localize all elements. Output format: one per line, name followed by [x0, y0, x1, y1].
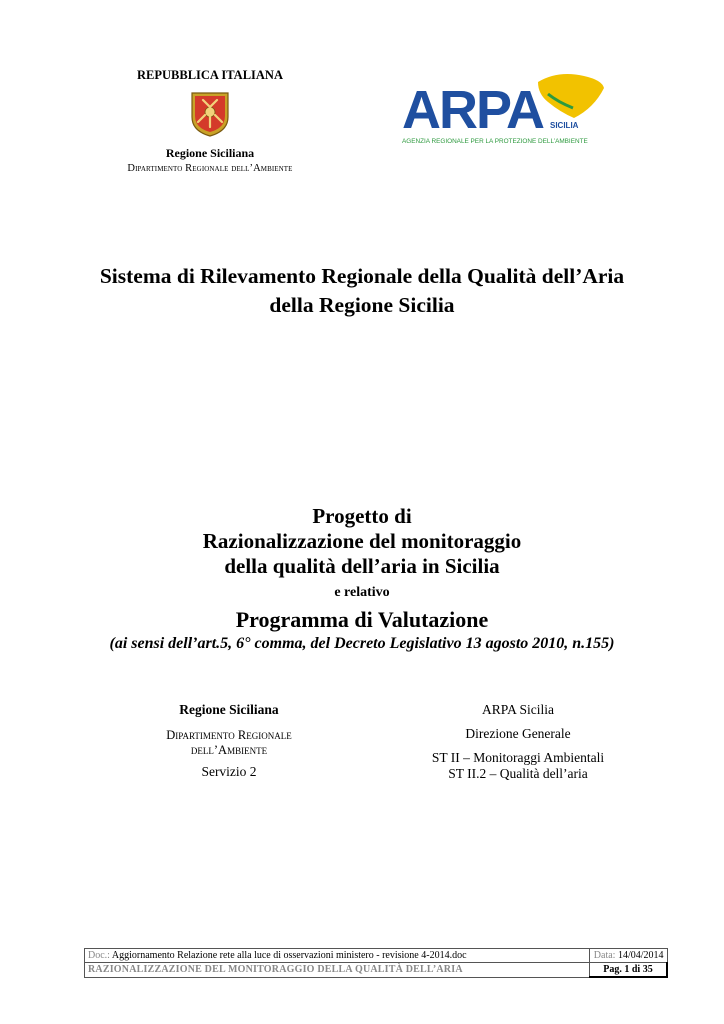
relativo-label: e relativo	[334, 585, 390, 600]
right-st-2: ST II.2 – Qualità dell’aria	[448, 766, 588, 781]
header-left	[90, 68, 330, 174]
right-authority-column	[398, 702, 638, 782]
republic-label: REPUBBLICA ITALIANA	[137, 68, 283, 82]
sicily-coat-of-arms-icon	[189, 91, 231, 137]
department-name: Dipartimento Regionale dell’Ambiente	[127, 163, 293, 174]
footer-page-number: Pag. 1 di 35	[590, 963, 668, 978]
project-block	[60, 504, 664, 653]
project-line-1: Progetto di	[312, 504, 412, 528]
footer-doc-value: Aggiornamento Relazione rete alla luce di osservazioni ministero - revisione 4-2014.doc	[111, 950, 467, 961]
footer-table	[84, 948, 668, 978]
project-line-3: della qualità dell’aria in Sicilia	[224, 554, 500, 578]
normative-reference: (ai sensi dell’art.5, 6° comma, del Decreto Legislativo 13 agosto 2010, n.155)	[109, 635, 615, 652]
right-column-head: ARPA Sicilia	[482, 702, 554, 717]
document-title	[60, 262, 664, 320]
region-name: Regione Siciliana	[165, 146, 255, 160]
title-line-2: della Regione Sicilia	[269, 293, 455, 317]
left-dept-line-1: Dipartimento Regionale	[166, 728, 292, 742]
svg-text:ARPA: ARPA	[402, 80, 544, 140]
footer-date-cell	[590, 949, 668, 963]
left-dept-line-2: dell’Ambiente	[190, 743, 268, 757]
arpa-sicilia-logo	[398, 72, 606, 150]
left-authority-column	[120, 702, 338, 780]
project-line-2: Razionalizzazione del monitoraggio	[202, 529, 522, 553]
footer-doc-label: Doc.:	[88, 950, 110, 961]
left-service: Servizio 2	[201, 764, 257, 779]
footer-date-label: Data:	[593, 950, 616, 961]
footer-doc-cell	[85, 949, 590, 963]
title-line-1: Sistema di Rilevamento Regionale della Qualità dell’Aria	[99, 264, 625, 288]
svg-text:SICILIA: SICILIA	[550, 121, 579, 130]
footer-caption: RAZIONALIZZAZIONE DEL MONITORAGGIO DELLA QUALITÀ DELL’ARIA	[85, 963, 590, 978]
right-direction: Direzione Generale	[465, 726, 571, 741]
left-column-head: Regione Siciliana	[179, 702, 279, 717]
right-st-1: ST II – Monitoraggi Ambientali	[431, 750, 605, 765]
svg-text:AGENZIA REGIONALE PER LA PROTE: AGENZIA REGIONALE PER LA PROTEZIONE DELL’AMBIENTE	[402, 138, 588, 145]
programma-title: Programma di Valutazione	[235, 607, 489, 632]
footer-date-value: 14/04/2014	[617, 950, 664, 961]
